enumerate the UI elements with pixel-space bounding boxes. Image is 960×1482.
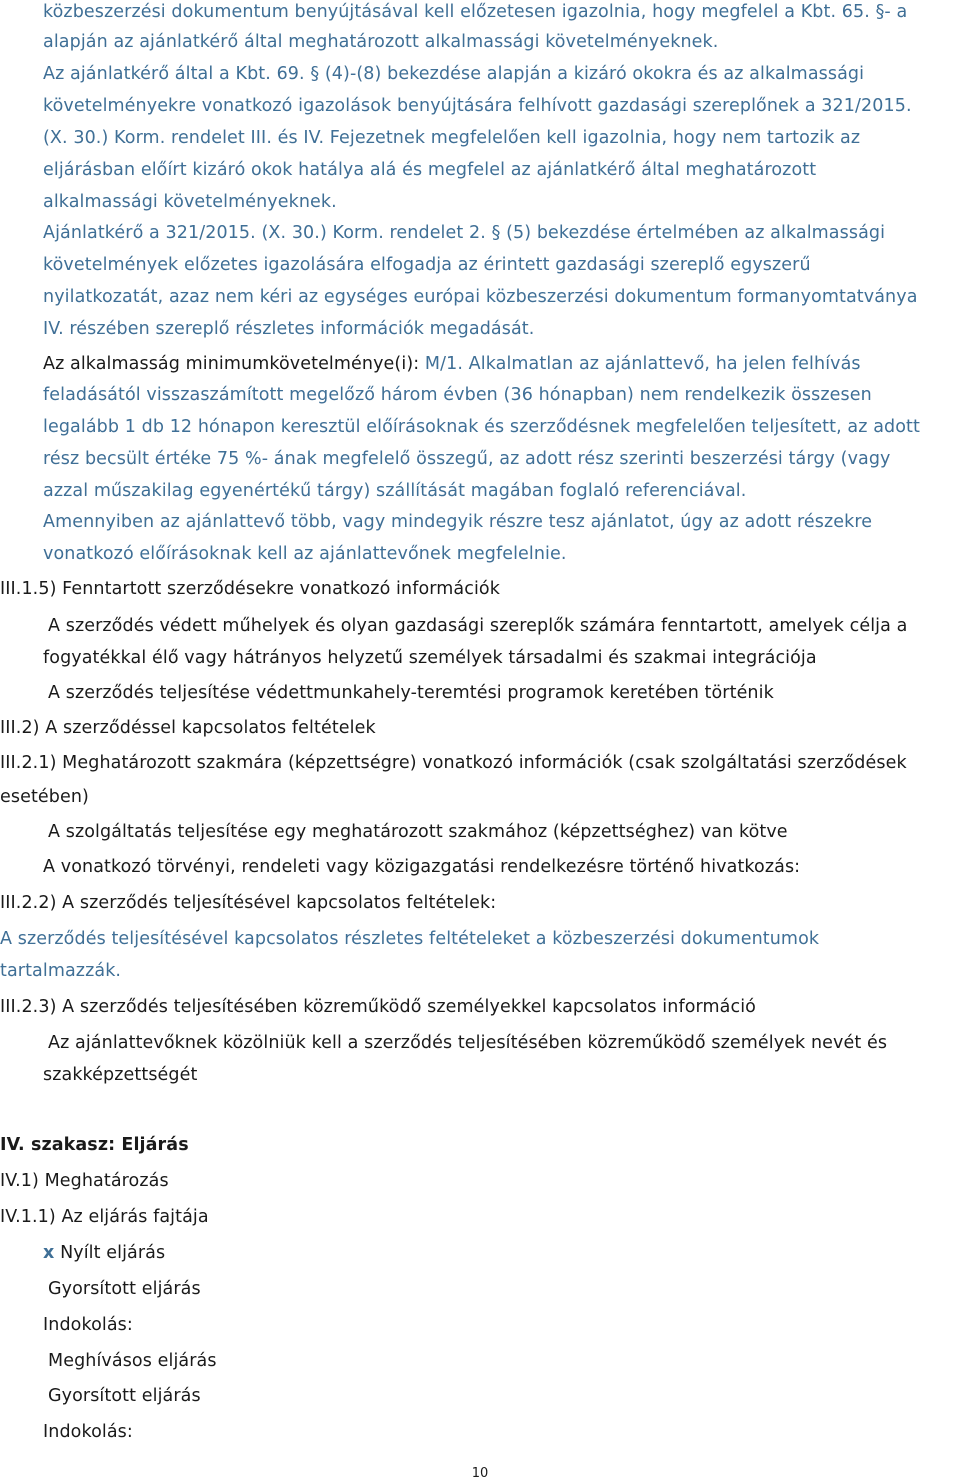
staff-line2: szakképzettségét (43, 1065, 198, 1085)
justification-1: Indokolás: (43, 1315, 133, 1335)
para1-line2: alapján az ajánlatkérő által meghatározott alkalmassági követelményeknek. (43, 32, 719, 52)
minimum-label: Az alkalmasság minimumkövetelménye(i): (43, 354, 425, 374)
reserved-item2: A szerződés teljesítése védettmunkahely-teremtési programok keretében történik (48, 683, 774, 703)
para2-line1: Az ajánlatkérő által a Kbt. 69. § (4)-(8) bekezdése alapján a kizáró okokra és az alkalmassági (43, 64, 865, 84)
minimum-line4: rész becsült értéke 75 %- ának megfelelő összegű, az adott rész szerinti beszerzési tárgy (vagy (43, 449, 891, 469)
reserved-item1-line1: A szerződés védett műhelyek és olyan gazdasági szereplők számára fenntartott, amelyek célja a (48, 616, 908, 636)
section-heading-3-1-5: III.1.5) Fenntartott szerződésekre vonatkozó információk (0, 579, 500, 599)
minimum-line5: azzal műszakilag egyenértékű tárgy) szállítását magában foglaló referenciával. (43, 481, 747, 501)
procedure-open (43, 1242, 165, 1264)
conditions-line1: A szerződés teljesítésével kapcsolatos részletes feltételeket a közbeszerzési dokumentumok (0, 929, 820, 949)
para3-line4: IV. részében szereplő részletes információk megadását. (43, 319, 535, 339)
para3-line1: Ajánlatkérő a 321/2015. (X. 30.) Korm. rendelet 2. § (5) bekezdése értelmében az alkalmassági (43, 223, 886, 243)
para3-line3: nyilatkozatát, azaz nem kéri az egységes európai közbeszerzési dokumentum formanyomtatványa (43, 287, 918, 307)
minimum-line7: vonatkozó előírásoknak kell az ajánlattevőnek megfelelnie. (43, 544, 567, 564)
section-heading-3-2-3: III.2.3) A szerződés teljesítésében közreműködő személyekkel kapcsolatos információ (0, 997, 756, 1017)
para3-line2: követelmények előzetes igazolására elfogadja az érintett gazdasági szereplő egyszerű (43, 255, 811, 275)
section-heading-3-2-1-line2: esetében) (0, 787, 89, 807)
profession-item1: A szolgáltatás teljesítése egy meghatározott szakmához (képzettséghez) van kötve (48, 822, 788, 842)
para2-line4: eljárásban előírt kizáró okok hatálya alá és megfelel az ajánlatkérő által meghatározott (43, 160, 817, 180)
conditions-line2: tartalmazzák. (0, 961, 122, 981)
para2-line3: (X. 30.) Korm. rendelet III. és IV. Fejezetnek megfelelően kell igazolnia, hogy nem tartozik az (43, 128, 861, 148)
para1-line1: közbeszerzési dokumentum benyújtásával kell előzetesen igazolnia, hogy megfelel a Kbt. 65. §- a (43, 2, 908, 22)
staff-line1: Az ajánlattevőknek közölniük kell a szerződés teljesítésében közreműködő személyek nevét és (48, 1033, 888, 1053)
minimum-code: M/1. (424, 354, 463, 374)
page-number: 10 (471, 1466, 489, 1481)
minimum-line2: feladásától visszaszámított megelőző három évben (36 hónapban) nem rendelkezik összesen (43, 385, 872, 405)
procedure-accelerated-1: Gyorsított eljárás (48, 1279, 201, 1299)
justification-2: Indokolás: (43, 1422, 133, 1442)
procedure-open-label: Nyílt eljárás (60, 1243, 166, 1263)
section-heading-3-2-1-line1: III.2.1) Meghatározott szakmára (képzettségre) vonatkozó információk (csak szolgáltatási szerződések (0, 753, 907, 773)
section-heading-4-1-1: IV.1.1) Az eljárás fajtája (0, 1207, 209, 1227)
section-heading-3-2-2: III.2.2) A szerződés teljesítésével kapcsolatos feltételek: (0, 893, 497, 913)
procedure-restricted: Meghívásos eljárás (48, 1351, 217, 1371)
procedure-accelerated-2: Gyorsított eljárás (48, 1386, 201, 1406)
para2-line5: alkalmassági követelményeknek. (43, 192, 337, 212)
section-4-title: IV. szakasz: Eljárás (0, 1135, 189, 1155)
minimum-line1-rest: Alkalmatlan az ajánlattevő, ha jelen felhívás (463, 354, 861, 374)
reserved-item1-line2: fogyatékkal élő vagy hátrányos helyzetű személyek társadalmi és szakmai integrációja (43, 648, 817, 668)
section-heading-3-2: III.2) A szerződéssel kapcsolatos feltételek (0, 718, 376, 738)
minimum-line6: Amennyiben az ajánlattevő több, vagy mindegyik részre tesz ajánlatot, úgy az adott részekre (43, 512, 873, 532)
selected-marker: x (43, 1243, 55, 1263)
section-heading-4-1: IV.1) Meghatározás (0, 1171, 169, 1191)
para2-line2: követelményekre vonatkozó igazolások benyújtására felhívott gazdasági szereplőnek a 321/2015. (43, 96, 912, 116)
minimum-line3: legalább 1 db 12 hónapon keresztül előírásoknak és szerződésnek megfelelően teljesített, az adott (43, 417, 920, 437)
minimum-line1 (43, 353, 861, 375)
profession-item2: A vonatkozó törvényi, rendeleti vagy közigazgatási rendelkezésre történő hivatkozás: (43, 857, 801, 877)
